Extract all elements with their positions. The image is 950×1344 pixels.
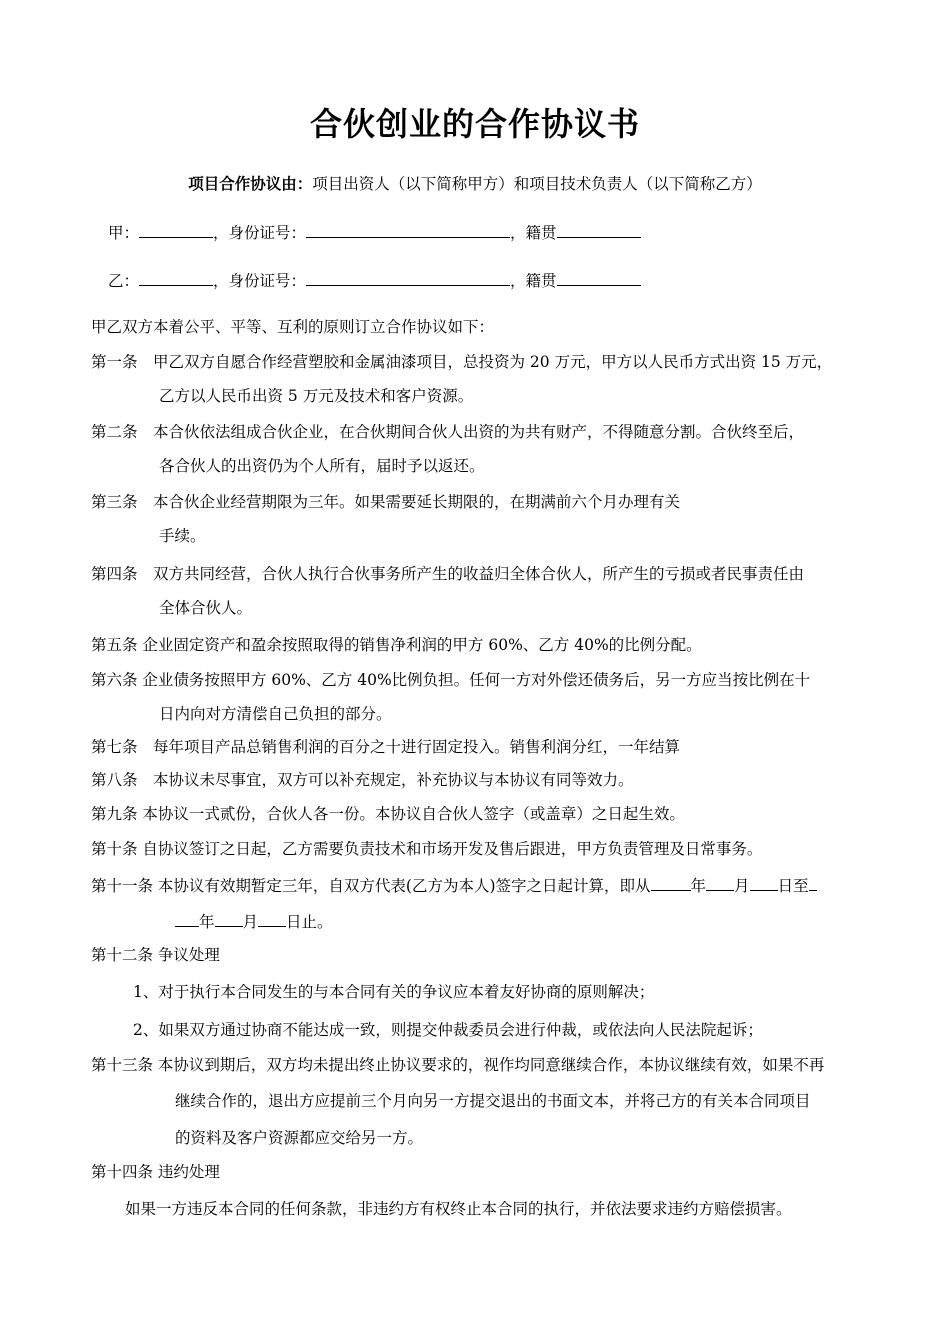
party-b-native-blank [557, 268, 641, 286]
clause-4-line-2: 全体合伙人。 [159, 599, 253, 617]
end-month-label: 月 [242, 913, 259, 931]
document-title: 合伙创业的合作协议书 [309, 105, 640, 143]
clause-2-line-2: 各合伙人的出资仍为个人所有，届时予以返还。 [159, 457, 485, 475]
clause-7: 第七条 每年项目产品总销售利润的百分之十进行固定投入。销售利润分红，一年结算 [91, 738, 681, 756]
start-month-blank [706, 873, 734, 891]
party-a-native-label: ，籍贯 [510, 224, 557, 242]
day-to-label: 日至 [777, 877, 809, 895]
party-a-id-label: ，身份证号： [213, 224, 307, 242]
clause-11-line-1 [91, 873, 817, 897]
clause-12-item-2: 2、如果双方通过协商不能达成一致，则提交仲裁委员会进行仲裁，或依法向人民法院起诉； [133, 1021, 763, 1039]
clause-13-line-3: 的资料及客户资源都应交给另一方。 [175, 1129, 424, 1147]
start-day-blank [750, 873, 778, 891]
end-year-blank [175, 909, 199, 927]
clause-3-line-1: 第三条 本合伙企业经营期限为三年。如果需要延长期限的，在期满前六个月办理有关 [91, 493, 681, 511]
clause-10: 第十条 自协议签订之日起，乙方需要负责技术和市场开发及售后跟进，甲方负责管理及日常事务。 [91, 840, 763, 858]
clause-14-text: 如果一方违反本合同的任何条款，非违约方有权终止本合同的执行，并依法要求违约方赔偿损害。 [125, 1200, 792, 1218]
preamble: 甲乙双方本着公平、平等、互利的原则订立合作协议如下： [91, 318, 495, 336]
party-b-line [108, 268, 641, 292]
party-b-id-blank [306, 268, 510, 286]
party-a-line [108, 220, 641, 244]
clause-12-item-1: 1、对于执行本合同发生的与本合同有关的争议应本着友好协商的原则解决； [133, 983, 655, 1001]
year-label: 年 [690, 877, 707, 895]
clause-13-line-1: 第十三条 本协议到期后，双方均未提出终止协议要求的，视作均同意继续合作，本协议继续有效，如果不再 [91, 1056, 825, 1074]
clause-1-line-2: 乙方以人民币出资 5 万元及技术和客户资源。 [159, 387, 474, 405]
party-a-id-blank [306, 220, 510, 238]
party-a-prefix: 甲： [108, 224, 140, 242]
clause-13-line-2: 继续合作的，退出方应提前三个月向另一方提交退出的书面文本，并将己方的有关本合同项目 [175, 1092, 811, 1110]
end-month-blank [215, 909, 243, 927]
party-a-native-blank [557, 220, 641, 238]
clause-12-title: 第十二条 争议处理 [91, 946, 220, 964]
party-b-native-label: ，籍贯 [510, 272, 557, 290]
clause-4-line-1: 第四条 双方共同经营，合伙人执行合伙事务所产生的收益归全体合伙人，所产生的亏损或者民事责任由 [91, 565, 805, 583]
party-b-name-blank [139, 268, 213, 286]
intro-line [0, 173, 950, 195]
clause-3-line-2: 手续。 [159, 527, 206, 545]
month-label: 月 [734, 877, 750, 895]
intro-label: 项目合作协议由： [188, 175, 313, 193]
intro-text: 项目出资人（以下简称甲方）和项目技术负责人（以下简称乙方） [312, 175, 762, 193]
end-day-blank [258, 909, 286, 927]
clause-5: 第五条 企业固定资产和盈余按照取得的销售净利润的甲方 60%、乙方 40%的比例分配。 [91, 636, 702, 654]
start-year-blank [651, 873, 691, 891]
clause-2-line-1: 第二条 本合伙依法组成合伙企业，在合伙期间合伙人出资的为共有财产，不得随意分割。合伙终至后， [91, 423, 805, 441]
end-year-label: 年 [199, 913, 215, 931]
clause-6-line-2: 日内向对方清偿自己负担的部分。 [159, 705, 392, 723]
clause-9: 第九条 本协议一式贰份，合伙人各一份。本协议自合伙人签字（或盖章）之日起生效。 [91, 805, 685, 823]
party-b-id-label: ，身份证号： [213, 272, 307, 290]
clause-11-text: 第十一条 本协议有效期暂定三年，自双方代表(乙方为本人)签字之日起计算，即从 [91, 877, 651, 895]
clause-6-line-1: 第六条 企业债务按照甲方 60%、乙方 40%比例负担。任何一方对外偿还债务后，另一方应当按比例在十 [91, 671, 811, 689]
end-label: 日止。 [286, 913, 333, 931]
end-year-blank-start [809, 873, 817, 891]
party-b-prefix: 乙： [108, 272, 140, 290]
clause-1-line-1: 第一条 甲乙双方自愿合作经营塑胶和金属油漆项目，总投资为 20 万元，甲方以人民币方式出资 15 万元， [91, 353, 833, 371]
clause-11-line-2 [175, 909, 333, 933]
party-a-name-blank [139, 220, 213, 238]
clause-14-title: 第十四条 违约处理 [91, 1163, 220, 1181]
clause-8: 第八条 本协议未尽事宜，双方可以补充规定，补充协议与本协议有同等效力。 [91, 771, 634, 789]
